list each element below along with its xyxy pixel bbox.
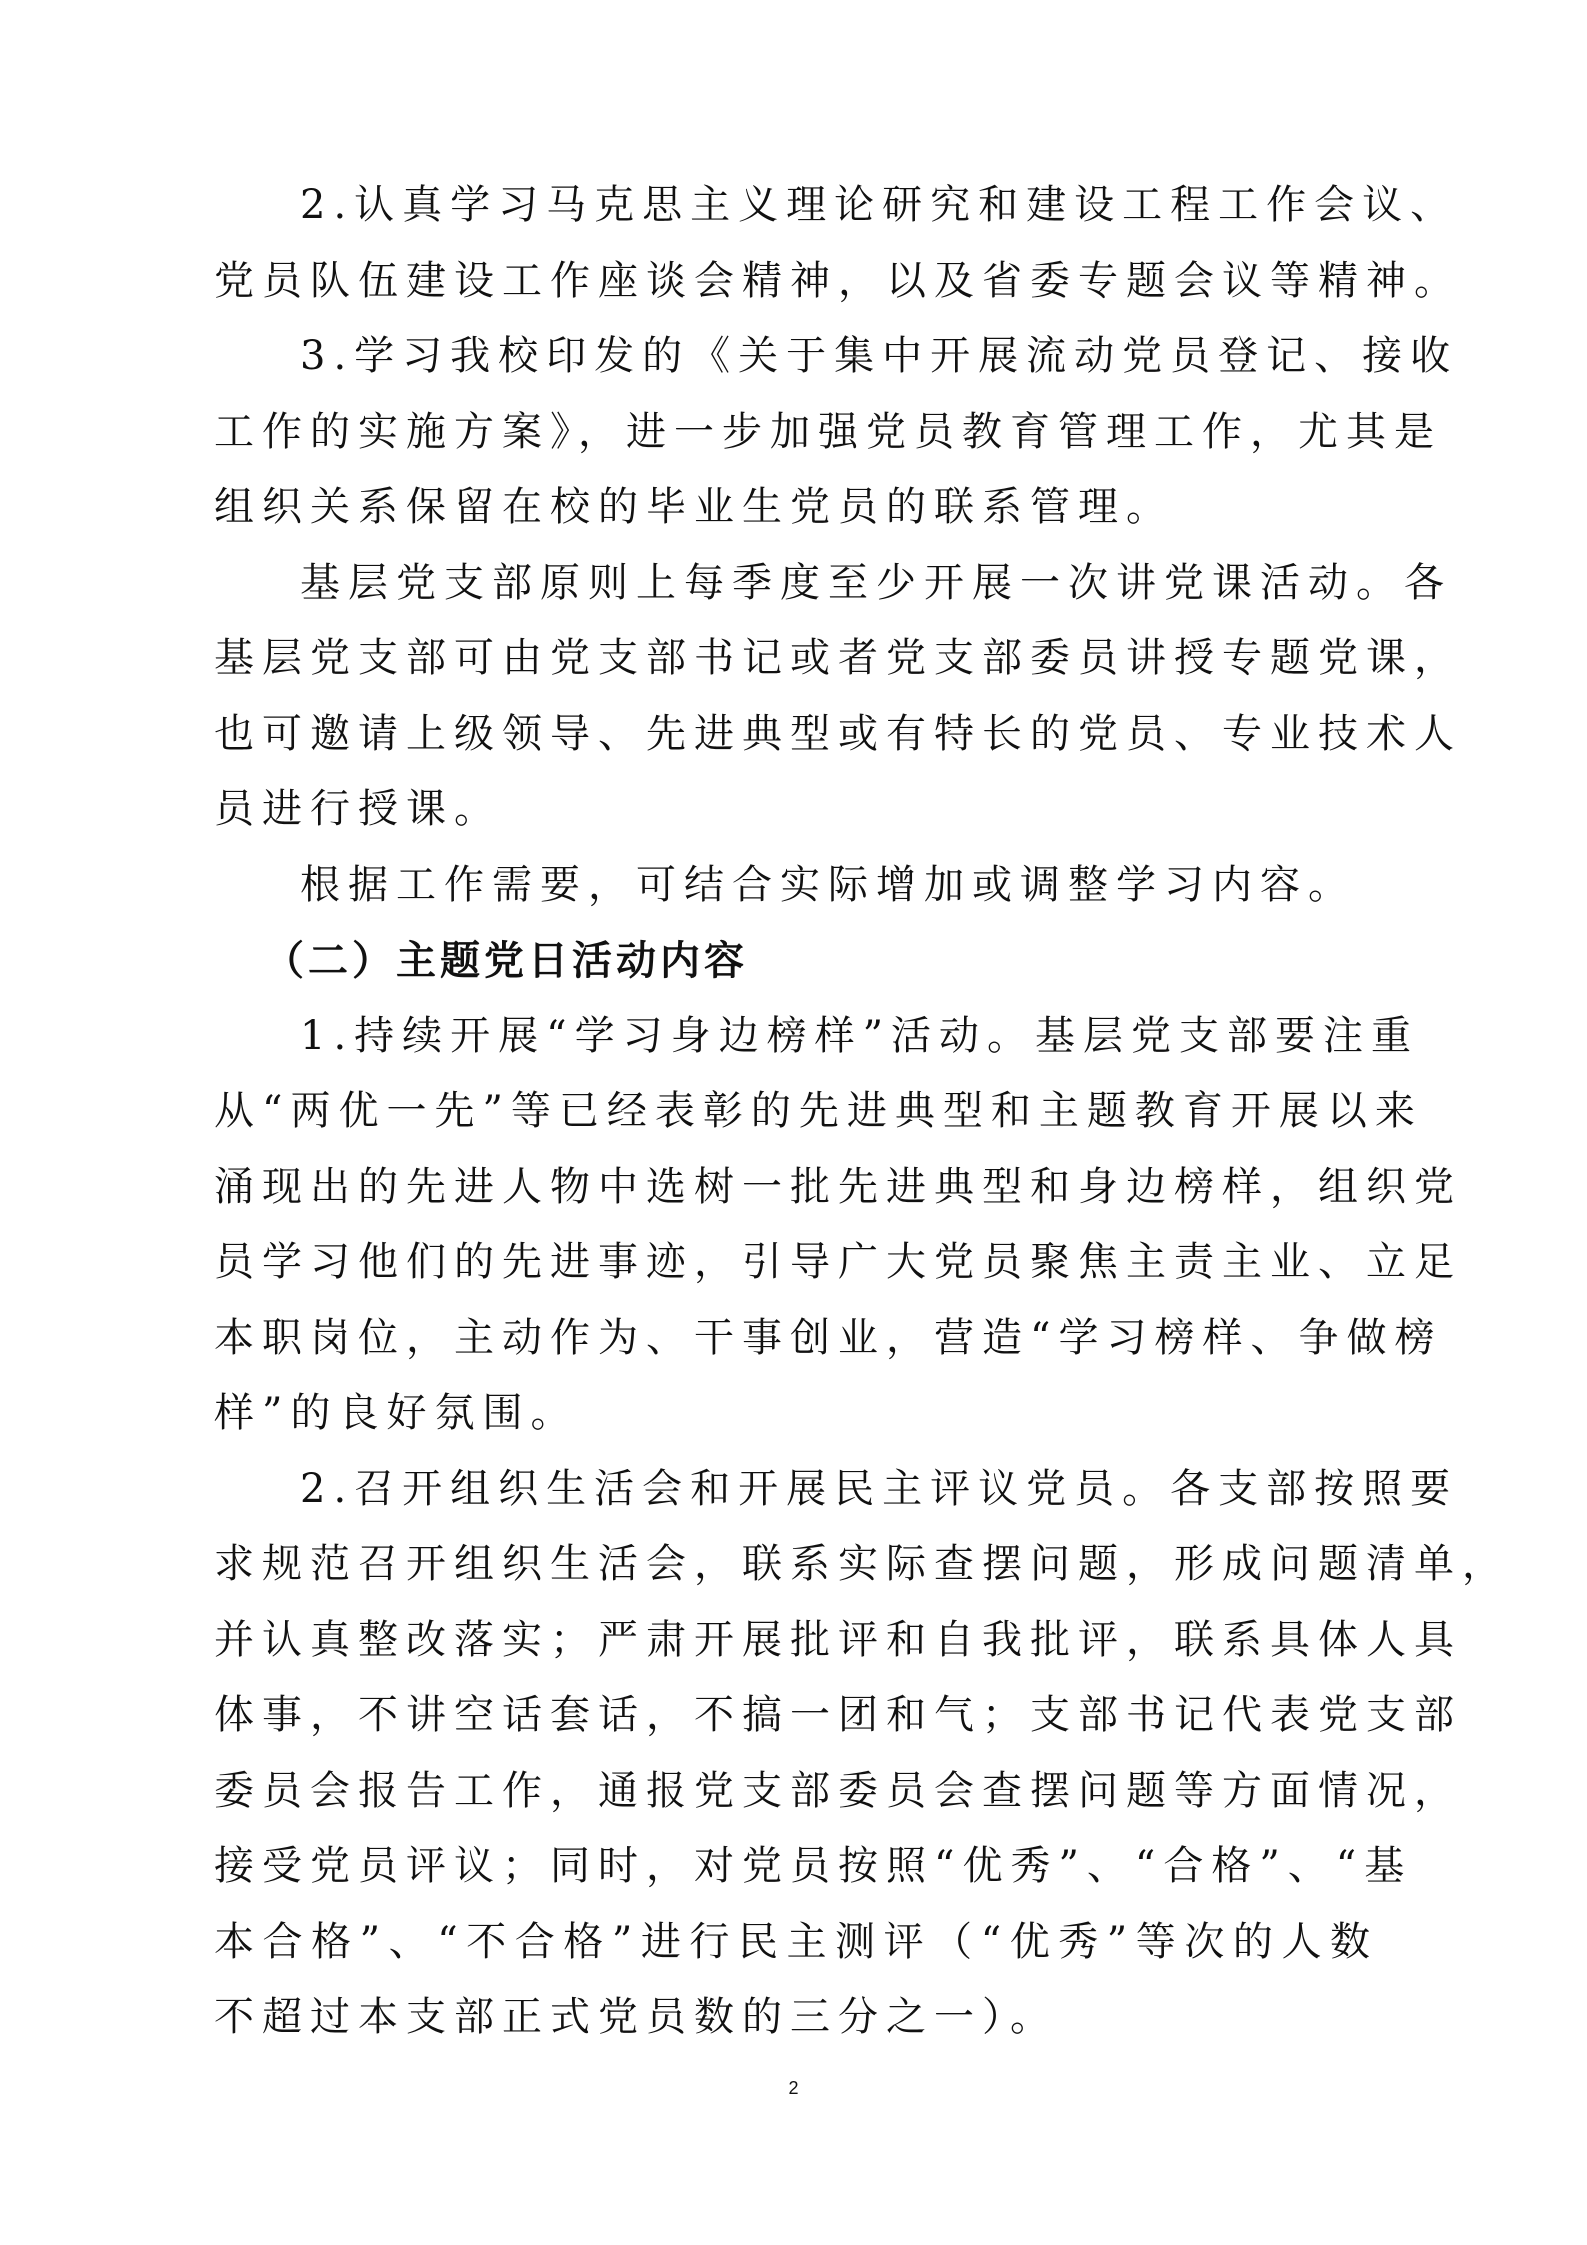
paragraph-line: 基层党支部原则上每季度至少开展一次讲党课活动。各	[300, 559, 1452, 606]
paragraph-line: 本合格”、“不合格”进行民主测评（“优秀”等次的人数	[214, 1918, 1378, 1965]
paragraph-line: 1.持续开展“学习身边榜样”活动。基层党支部要注重	[300, 1012, 1420, 1059]
paragraph-line: 接受党员评议；同时，对党员按照“优秀”、“合格”、“基	[214, 1843, 1413, 1889]
section-heading: （二）主题党日活动内容	[264, 937, 748, 984]
paragraph-line: 从“两优一先”等已经表彰的先进典型和主题教育开展以来	[214, 1088, 1423, 1134]
paragraph-line: 样”的良好氛围。	[214, 1390, 579, 1436]
paragraph-line: 员学习他们的先进事迹，引导广大党员聚焦主责主业、立足	[214, 1239, 1462, 1285]
paragraph-line: 工作的实施方案》，进一步加强党员教育管理工作，尤其是	[214, 408, 1442, 455]
paragraph-line: 2.认真学习马克思主义理论研究和建设工程工作会议、	[300, 182, 1459, 228]
paragraph-line: 2.召开组织生活会和开展民主评议党员。各支部按照要	[300, 1465, 1459, 1512]
paragraph-line: 本职岗位，主动作为、干事创业，营造“学习榜样、争做榜	[214, 1314, 1443, 1361]
paragraph-line: 党员队伍建设工作座谈会精神，以及省委专题会议等精神。	[214, 257, 1462, 304]
page-number: 2	[788, 2078, 799, 2098]
paragraph-line: 根据工作需要，可结合实际增加或调整学习内容。	[300, 861, 1356, 908]
paragraph-line: 组织关系保留在校的毕业生党员的联系管理。	[214, 484, 1174, 530]
paragraph-line: 体事，不讲空话套话，不搞一团和气；支部书记代表党支部	[214, 1692, 1462, 1738]
paragraph-line: 3.学习我校印发的《关于集中开展流动党员登记、接收	[300, 333, 1459, 379]
document-page	[214, 168, 1510, 2056]
paragraph-line: 委员会报告工作，通报党支部委员会查摆问题等方面情况，	[214, 1767, 1462, 1814]
paragraph-line: 员进行授课。	[214, 786, 502, 832]
paragraph-line: 并认真整改落实；严肃开展批评和自我批评，联系具体人具	[214, 1616, 1462, 1663]
paragraph-line: 基层党支部可由党支部书记或者党支部委员讲授专题党课，	[214, 635, 1462, 681]
paragraph-line: 求规范召开组织生活会，联系实际查摆问题，形成问题清单，	[214, 1541, 1510, 1587]
paragraph-line: 不超过本支部正式党员数的三分之一）。	[214, 1994, 1058, 2040]
paragraph-line: 也可邀请上级领导、先进典型或有特长的党员、专业技术人	[214, 710, 1462, 757]
paragraph-line: 涌现出的先进人物中选树一批先进典型和身边榜样，组织党	[214, 1163, 1462, 1210]
